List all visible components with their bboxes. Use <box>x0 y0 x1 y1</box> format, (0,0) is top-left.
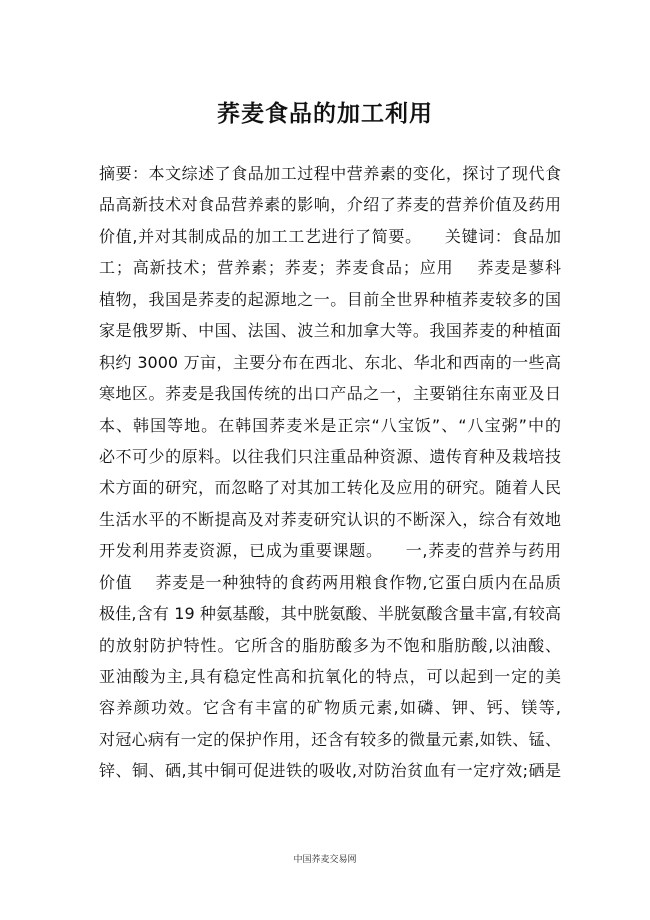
body-line: 对冠心病有一定的保护作用，还含有较多的微量元素,如铁、锰、 <box>99 729 561 749</box>
body-line: 极佳,含有 19 种氨基酸，其中胱氨酸、半胱氨酸含量丰富,有较高 <box>99 604 561 624</box>
body-line: 价值 荞麦是一种独特的食药两用粮食作物,它蛋白质内在品质 <box>99 572 561 592</box>
body-line: 积约 3000 万亩，主要分布在西北、东北、华北和西南的一些高 <box>99 352 561 372</box>
body-line: 家是俄罗斯、中国、法国、波兰和加拿大等。我国荞麦的种植面 <box>99 321 561 341</box>
body-line: 生活水平的不断提高及对荞麦研究认识的不断深入，综合有效地 <box>99 509 561 529</box>
body-line: 植物，我国是荞麦的起源地之一。目前全世界种植荞麦较多的国 <box>99 289 561 309</box>
body-line: 亚油酸为主,具有稳定性高和抗氧化的特点，可以起到一定的美 <box>99 667 561 686</box>
body-line: 容养颜功效。它含有丰富的矿物质元素,如磷、钾、钙、镁等, <box>99 698 561 718</box>
body-line: 术方面的研究，而忽略了对其加工转化及应用的研究。随着人民 <box>99 478 561 498</box>
body-line: 摘要：本文综述了食品加工过程中营养素的变化，探讨了现代食 <box>99 164 561 183</box>
body-line: 锌、铜、硒,其中铜可促进铁的吸收,对防治贫血有一定疗效;硒是 <box>99 761 561 781</box>
body-line: 必不可少的原料。以往我们只注重品种资源、遗传育种及栽培技 <box>99 446 561 466</box>
body-line: 工；高新技术；营养素；荞麦；荞麦食品；应用 荞麦是蓼科 <box>99 258 561 278</box>
body-line: 的放射防护特性。它所含的脂肪酸多为不饱和脂肪酸,以油酸、 <box>99 635 561 655</box>
document-body <box>99 158 561 787</box>
document-title: 荞麦食品的加工利用 <box>217 100 433 127</box>
body-line: 价值,并对其制成品的加工工艺进行了简要。 关键词：食品加 <box>99 226 561 246</box>
page-footer: 中国荞麦交易网 <box>293 855 357 865</box>
body-line: 本、韩国等地。在韩国荞麦米是正宗“八宝饭”、“八宝粥”中的 <box>99 415 561 435</box>
body-line: 开发利用荞麦资源，已成为重要课题。 一,荞麦的营养与药用 <box>99 541 561 561</box>
body-line: 品高新技术对食品营养素的影响，介绍了荞麦的营养价值及药用 <box>99 195 561 215</box>
body-line: 寒地区。荞麦是我国传统的出口产品之一，主要销往东南亚及日 <box>99 384 561 404</box>
